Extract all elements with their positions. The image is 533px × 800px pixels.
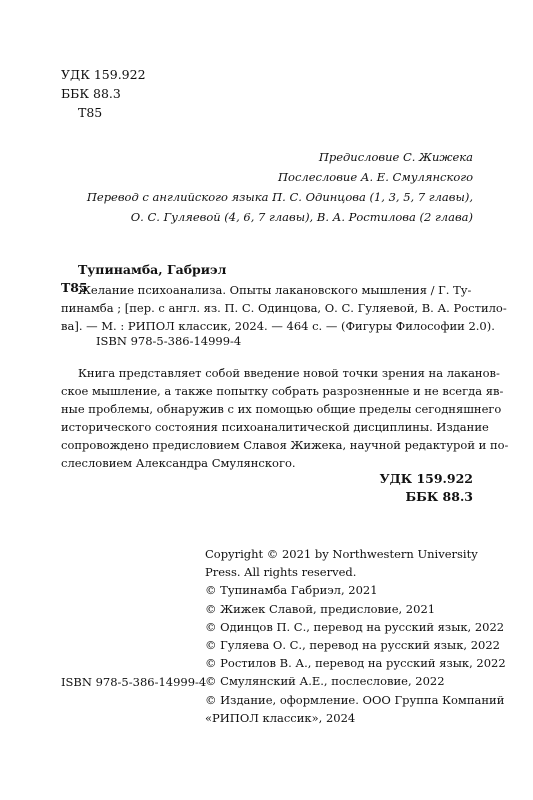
copyright-line: © Ростилов В. А., перевод на русский язык, 2022	[205, 656, 506, 671]
isbn-bottom: ISBN 978-5-386-14999-4	[61, 675, 207, 689]
annotation-line: ные проблемы, обнаружив с их помощью общие пределы сегодняшнего	[61, 402, 502, 416]
catalog-entry-text	[78, 281, 471, 299]
copyright-line: © Смулянский А.Е., послесловие, 2022	[205, 674, 445, 689]
catalog-line: пинамба ; [пер. с англ. яз. П. С. Одинцова, О. С. Гуляевой, В. А. Ростило-	[61, 301, 507, 315]
right-udk-code: УДК 159.922	[379, 471, 473, 486]
catalog-line: ва]. — М. : РИПОЛ классик, 2024. — 464 с. — (Фигуры Философии 2.0).	[61, 319, 495, 333]
credit-line: Предисловие С. Жижека	[318, 150, 473, 164]
annotation-line: исторического состояния психоаналитической дисциплины. Издание	[61, 420, 489, 434]
right-classification	[379, 470, 473, 506]
bbk-code: ББК 88.3	[61, 86, 121, 101]
copyright-line: © Гуляева О. С., перевод на русский язык, 2022	[205, 638, 500, 653]
copyright-line: © Издание, оформление. ООО Группа Компаний	[205, 692, 505, 707]
copyright-line: © Тупинамба Габриэл, 2021	[205, 583, 378, 598]
credit-line: Послесловие А. Е. Смулянского	[278, 170, 473, 184]
copyright-line: Press. All rights reserved.	[205, 565, 357, 580]
copyright-line: © Жижек Славой, предисловие, 2021	[205, 601, 436, 616]
catalog-isbn: ISBN 978-5-386-14999-4	[96, 334, 242, 348]
copyright-line: © Одинцов П. С., перевод на русский язык, 2022	[205, 619, 505, 634]
author-mark: Т85	[78, 105, 103, 120]
right-bbk-code: ББК 88.3	[405, 489, 473, 504]
annotation-line: сопровождено предисловием Славоя Жижека, научной редактурой и по-	[61, 438, 509, 452]
catalog-line: Желание психоанализа. Опыты лакановского мышления / Г. Ту-	[78, 283, 472, 297]
annotation-body	[61, 382, 508, 472]
copyright-line: Copyright © 2021 by Northwestern University	[205, 547, 478, 561]
copyright-line: «РИПОЛ классик», 2024	[205, 710, 356, 725]
annotation-line: слесловием Александра Смулянского.	[61, 456, 296, 470]
catalog-author: Тупинамба, Габриэл	[78, 262, 227, 277]
credits-block	[60, 147, 473, 227]
annotation-first-line	[78, 364, 500, 382]
catalog-entry-continuation	[61, 299, 507, 335]
catalog-code: Т85	[61, 280, 88, 295]
annotation-line: Книга представляет собой введение новой точки зрения на лаканов-	[78, 366, 500, 380]
credit-line: О. С. Гуляевой (4, 6, 7 главы), В. А. Ростилова (2 глава)	[130, 210, 473, 224]
udk-code: УДК 159.922	[61, 67, 146, 82]
credit-line: Перевод с английского языка П. С. Одинцова (1, 3, 5, 7 главы),	[86, 190, 473, 204]
copyright-block	[205, 545, 506, 727]
annotation-line: ское мышление, а также попытку собрать разрозненные и не всегда яв-	[61, 384, 504, 398]
